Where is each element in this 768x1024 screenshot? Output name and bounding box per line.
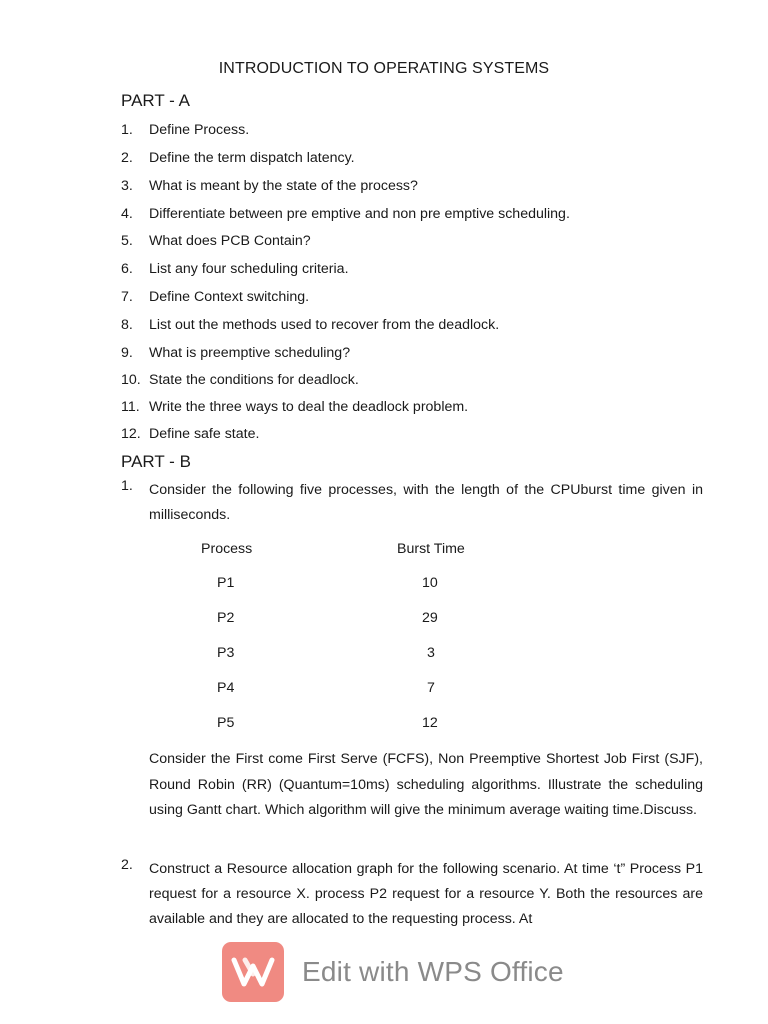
- question-text: Construct a Resource allocation graph for the following scenario. At time ‘t” Process P1 request for a resource X. process P2 request for a resource Y. Both the resources are available and they are allocated to the requesting process. At: [149, 861, 703, 927]
- table-cell-process: P3: [217, 645, 235, 661]
- question-text: Consider the following five processes, with the length of the CPUburst time given in milliseconds.: [149, 482, 703, 523]
- question-number: 1.: [121, 478, 133, 494]
- question-1-followup: Consider the First come First Serve (FCFS), Non Preemptive Shortest Job First (SJF), Round Robin (RR) (Quantum=10ms) scheduling algorithms. Illustrate the scheduling using Gantt chart. Which algorithm will give the minimum average waiting time.Discuss.: [149, 751, 703, 818]
- wps-watermark[interactable]: [222, 942, 564, 1002]
- table-cell-process: P5: [217, 715, 235, 731]
- table-header-burst-time: Burst Time: [397, 541, 465, 557]
- table-header-process: Process: [201, 541, 253, 557]
- question-number: 2.: [121, 857, 133, 873]
- table-cell-process: P4: [217, 680, 235, 696]
- table-cell-burst: 10: [422, 575, 438, 591]
- part-b-question-1: [121, 478, 703, 528]
- part-b-heading: PART - B: [121, 452, 191, 471]
- table-cell-burst: 7: [427, 680, 435, 696]
- table-cell-burst: 12: [422, 715, 438, 731]
- document-title: INTRODUCTION TO OPERATING SYSTEMS: [218, 60, 550, 77]
- wps-logo-icon: [222, 942, 284, 1002]
- wps-w-mark-icon: [231, 954, 275, 990]
- table-cell-process: P2: [217, 610, 235, 626]
- table-cell-process: P1: [217, 575, 235, 591]
- part-a-heading: PART - A: [121, 91, 190, 110]
- table-cell-burst: 3: [427, 645, 435, 661]
- table-cell-burst: 29: [422, 610, 438, 626]
- part-b-question-2: [121, 857, 703, 932]
- wps-edit-label[interactable]: Edit with WPS Office: [302, 956, 564, 987]
